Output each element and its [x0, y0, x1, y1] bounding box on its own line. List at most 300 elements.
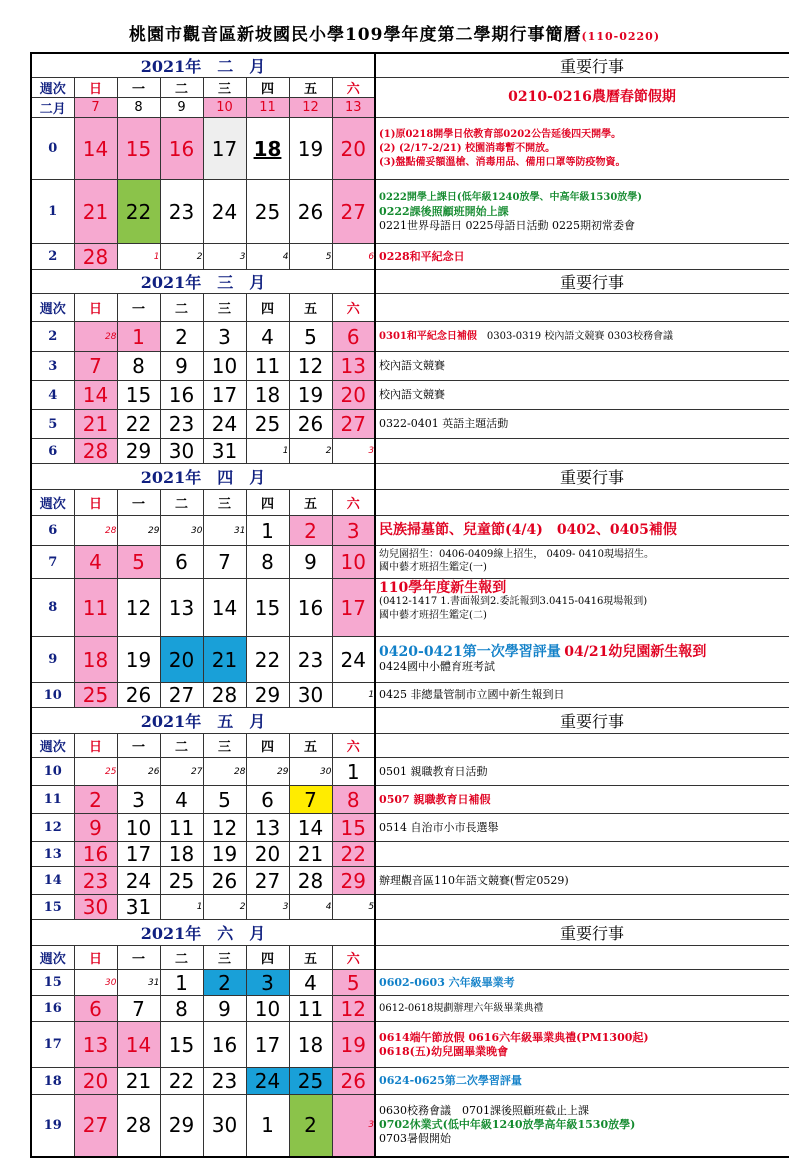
weekday-header-row [31, 78, 789, 98]
event-text: (1)原0218開學日依教育部0202公告延後四天開學。 [379, 128, 622, 140]
event-cell [375, 867, 789, 895]
day-cell: 12 [289, 352, 332, 381]
day-cell: 2 [160, 244, 203, 270]
day-cell: 25 [160, 867, 203, 895]
day-cell: 26 [203, 867, 246, 895]
tue-header: 二 [160, 734, 203, 758]
thu-header: 四 [246, 734, 289, 758]
event-text: 0222開學上課日(低年級1240放學、中高年級1530放學) [379, 191, 643, 203]
sat-header: 六 [332, 294, 375, 322]
thu-header: 四 [246, 78, 289, 98]
day-cell: 25 [74, 683, 117, 708]
day-cell: 2 [160, 322, 203, 352]
week-number: 17 [31, 1022, 74, 1068]
day-cell: 11 [246, 98, 289, 118]
event-text: 國中藝才班招生鑑定(二) [379, 610, 487, 621]
event-text: 0501 親職教育日活動 [379, 764, 488, 778]
day-cell: 11 [289, 996, 332, 1022]
week-col-header: 週次 [31, 78, 74, 98]
month-title-feb: 2021年 二 月 [31, 53, 375, 78]
day-cell: 29 [246, 758, 289, 786]
day-cell: 20 [74, 1068, 117, 1095]
day-cell: 15 [332, 814, 375, 842]
event-cell [375, 439, 789, 464]
event-text: 0221世界母語日 0225母語日活動 0225期初常委會 [379, 218, 636, 232]
week-number: 二月 [31, 98, 74, 118]
week-row [31, 180, 789, 244]
day-cell: 8 [160, 996, 203, 1022]
events-header: 重要行事 [375, 464, 789, 490]
school-calendar-table [30, 52, 789, 1158]
event-text: 校內語文競賽 [379, 388, 446, 401]
day-cell: 21 [289, 842, 332, 867]
thu-header: 四 [246, 294, 289, 322]
week-row [31, 637, 789, 683]
day-cell: 13 [332, 98, 375, 118]
day-cell: 9 [74, 814, 117, 842]
event-text: 0420-0421第一次學習評量 [379, 644, 561, 660]
calendar-title: 桃園市觀音區新坡國民小學109學年度第二學期行事簡曆(110-0220) [128, 25, 661, 45]
event-text: 0612-0618規劃辦理六年級畢業典禮 [379, 1002, 544, 1014]
day-cell: 28 [117, 1095, 160, 1157]
day-cell: 17 [246, 1022, 289, 1068]
day-cell: 11 [74, 579, 117, 637]
event-cell [375, 410, 789, 439]
day-cell: 28 [74, 439, 117, 464]
day-cell: 22 [246, 637, 289, 683]
day-cell: 30 [289, 683, 332, 708]
day-cell: 15 [246, 579, 289, 637]
event-text: (3)盤點備妥額溫槍、消毒用品、備用口罩等防疫物資。 [379, 156, 626, 168]
day-cell: 1 [117, 322, 160, 352]
day-cell: 3 [203, 244, 246, 270]
day-cell: 2 [289, 439, 332, 464]
week-number: 15 [31, 895, 74, 920]
day-cell: 12 [203, 814, 246, 842]
events-header: 重要行事 [375, 270, 789, 294]
day-cell: 3 [117, 786, 160, 814]
day-cell: 18 [289, 1022, 332, 1068]
day-cell: 7 [74, 98, 117, 118]
day-cell: 26 [289, 180, 332, 244]
event-cell [375, 546, 789, 579]
day-cell: 22 [117, 410, 160, 439]
day-cell: 25 [289, 1068, 332, 1095]
event-text: 0210-0216農曆春節假期 [508, 89, 676, 105]
day-cell: 6 [74, 996, 117, 1022]
week-number: 0 [31, 118, 74, 180]
week-row [31, 683, 789, 708]
day-cell: 17 [203, 381, 246, 410]
month-header-row [31, 708, 789, 734]
week-row [31, 970, 789, 996]
day-cell: 25 [246, 410, 289, 439]
day-cell: 9 [160, 352, 203, 381]
day-cell: 11 [160, 814, 203, 842]
week-number: 2 [31, 244, 74, 270]
tue-header: 二 [160, 946, 203, 970]
event-text: 0507 親職教育日補假 [379, 792, 491, 806]
week-row [31, 118, 789, 180]
day-cell: 16 [203, 1022, 246, 1068]
day-cell: 19 [117, 637, 160, 683]
sun-header: 日 [74, 490, 117, 516]
week-number: 11 [31, 786, 74, 814]
day-cell: 24 [117, 867, 160, 895]
day-cell: 11 [246, 352, 289, 381]
day-cell: 12 [332, 996, 375, 1022]
event-cell [375, 970, 789, 996]
day-cell: 27 [246, 867, 289, 895]
week-number: 6 [31, 516, 74, 546]
event-text: 幼兒園招生：0406-0409線上招生， 0409- 0410現場招生。 [379, 549, 654, 560]
day-cell: 26 [289, 410, 332, 439]
day-cell: 14 [289, 814, 332, 842]
day-cell: 27 [332, 410, 375, 439]
day-cell: 9 [203, 996, 246, 1022]
day-cell: 20 [160, 637, 203, 683]
wed-header: 三 [203, 490, 246, 516]
day-cell: 23 [74, 867, 117, 895]
week-row [31, 546, 789, 579]
week-col-header: 週次 [31, 294, 74, 322]
day-cell: 7 [289, 786, 332, 814]
day-cell: 6 [332, 244, 375, 270]
day-cell: 21 [74, 180, 117, 244]
event-cell [375, 579, 789, 637]
week-number: 2 [31, 322, 74, 352]
day-cell: 21 [117, 1068, 160, 1095]
fri-header: 五 [289, 734, 332, 758]
event-cell [375, 490, 789, 516]
week-number: 14 [31, 867, 74, 895]
day-cell: 4 [246, 244, 289, 270]
day-cell: 2 [289, 516, 332, 546]
event-cell [375, 1022, 789, 1068]
day-cell: 29 [117, 439, 160, 464]
week-row [31, 895, 789, 920]
month-title-mar: 2021年 三 月 [31, 270, 375, 294]
day-cell: 29 [246, 683, 289, 708]
day-cell: 17 [332, 579, 375, 637]
day-cell: 30 [74, 970, 117, 996]
sun-header: 日 [74, 946, 117, 970]
event-text: 0424國中小體育班考試 [379, 660, 496, 673]
month-title-jun: 2021年 六 月 [31, 920, 375, 946]
week-number: 15 [31, 970, 74, 996]
event-cell [375, 352, 789, 381]
day-cell: 4 [289, 895, 332, 920]
sun-header: 日 [74, 294, 117, 322]
event-cell [375, 758, 789, 786]
sat-header: 六 [332, 78, 375, 98]
event-text: 辦理觀音區110年語文競賽(暫定0529) [379, 873, 569, 887]
week-number: 10 [31, 683, 74, 708]
event-text: 0624-0625第二次學習評量 [379, 1074, 522, 1087]
day-cell: 30 [160, 516, 203, 546]
event-cell [375, 294, 789, 322]
day-cell: 19 [203, 842, 246, 867]
week-number: 18 [31, 1068, 74, 1095]
day-cell: 23 [160, 410, 203, 439]
day-cell: 15 [117, 381, 160, 410]
day-cell: 1 [246, 1095, 289, 1157]
day-cell: 10 [203, 98, 246, 118]
day-cell: 3 [203, 322, 246, 352]
month-header-row [31, 270, 789, 294]
event-text: 04/21幼兒園新生報到 [564, 644, 707, 660]
day-cell: 27 [74, 1095, 117, 1157]
day-cell: 8 [117, 98, 160, 118]
day-cell: 18 [246, 381, 289, 410]
event-cell [375, 786, 789, 814]
week-number: 8 [31, 579, 74, 637]
event-text: 0614端午節放假 0616六年級畢業典禮(PM1300起) [379, 1030, 649, 1044]
week-row [31, 758, 789, 786]
day-cell: 30 [160, 439, 203, 464]
event-cell [375, 1095, 789, 1157]
wed-header: 三 [203, 78, 246, 98]
day-cell: 13 [332, 352, 375, 381]
week-row [31, 516, 789, 546]
day-cell: 23 [160, 180, 203, 244]
day-cell: 17 [117, 842, 160, 867]
day-cell: 6 [332, 322, 375, 352]
day-cell: 15 [160, 1022, 203, 1068]
day-cell: 22 [117, 180, 160, 244]
event-text: 0303-0319 校內語文競賽 0303校務會議 [486, 330, 673, 342]
week-row [31, 322, 789, 352]
day-cell: 28 [203, 758, 246, 786]
day-cell: 26 [117, 758, 160, 786]
day-cell: 4 [289, 970, 332, 996]
sat-header: 六 [332, 734, 375, 758]
day-cell: 29 [117, 516, 160, 546]
event-text: 0425 非總量管制市立國中新生報到日 [379, 688, 565, 701]
day-cell: 14 [203, 579, 246, 637]
week-number: 13 [31, 842, 74, 867]
day-cell: 5 [289, 244, 332, 270]
day-cell: 28 [74, 516, 117, 546]
week-row [31, 352, 789, 381]
thu-header: 四 [246, 946, 289, 970]
mon-header: 一 [117, 490, 160, 516]
event-cell [375, 946, 789, 970]
events-header: 重要行事 [375, 708, 789, 734]
fri-header: 五 [289, 946, 332, 970]
day-cell: 1 [332, 683, 375, 708]
week-number: 10 [31, 758, 74, 786]
day-cell: 2 [74, 786, 117, 814]
day-cell: 23 [289, 637, 332, 683]
day-cell: 10 [246, 996, 289, 1022]
day-cell: 7 [74, 352, 117, 381]
day-cell: 7 [203, 546, 246, 579]
day-cell: 27 [160, 758, 203, 786]
day-cell: 16 [160, 381, 203, 410]
day-cell: 13 [246, 814, 289, 842]
day-cell: 2 [203, 970, 246, 996]
event-cell [375, 734, 789, 758]
day-cell: 16 [160, 118, 203, 180]
day-cell: 10 [203, 352, 246, 381]
day-cell: 1 [246, 516, 289, 546]
day-cell: 3 [246, 970, 289, 996]
day-cell: 18 [74, 637, 117, 683]
day-cell: 9 [289, 546, 332, 579]
week-number: 9 [31, 637, 74, 683]
day-cell: 31 [117, 895, 160, 920]
day-cell: 1 [246, 439, 289, 464]
event-cell [375, 118, 789, 180]
week-row [31, 1068, 789, 1095]
week-row [31, 1022, 789, 1068]
weekday-header-row [31, 490, 789, 516]
day-cell: 20 [332, 381, 375, 410]
calendar-subtitle: (110-0220) [581, 30, 661, 43]
day-cell: 3 [246, 895, 289, 920]
week-number: 1 [31, 180, 74, 244]
event-cell [375, 381, 789, 410]
day-cell: 3 [332, 516, 375, 546]
month-header-row [31, 53, 789, 78]
day-cell: 5 [117, 546, 160, 579]
event-cell [375, 637, 789, 683]
day-cell: 13 [160, 579, 203, 637]
day-cell: 23 [203, 1068, 246, 1095]
sat-header: 六 [332, 946, 375, 970]
day-cell: 4 [74, 546, 117, 579]
event-text: 0630校務會議 0701課後照顧班截止上課 [379, 1104, 590, 1118]
event-cell [375, 996, 789, 1022]
week-row [31, 244, 789, 270]
event-text: 國中藝才班招生鑑定(一) [379, 562, 487, 573]
day-cell: 31 [203, 516, 246, 546]
mon-header: 一 [117, 734, 160, 758]
week-number: 19 [31, 1095, 74, 1157]
month-header-row [31, 464, 789, 490]
day-cell: 21 [203, 637, 246, 683]
event-text: 0514 自治市小市長選舉 [379, 820, 499, 834]
week-row [31, 381, 789, 410]
weekday-header-row [31, 946, 789, 970]
week-col-header: 週次 [31, 734, 74, 758]
event-text: 0702休業式(低中年級1240放學高年級1530放學) [379, 1118, 636, 1132]
day-cell: 3 [332, 439, 375, 464]
day-cell: 8 [332, 786, 375, 814]
day-cell: 16 [289, 579, 332, 637]
day-cell: 2 [203, 895, 246, 920]
day-cell: 5 [332, 970, 375, 996]
event-text: (0412-1417 1.書面報到2.委託報到3.0415-0416現場報到) [379, 596, 648, 607]
day-cell: 20 [246, 842, 289, 867]
day-cell: 14 [74, 118, 117, 180]
event-cell [375, 180, 789, 244]
event-cell [375, 842, 789, 867]
day-cell: 8 [246, 546, 289, 579]
month-header-row [31, 920, 789, 946]
day-cell: 28 [203, 683, 246, 708]
day-cell: 20 [332, 118, 375, 180]
week-number: 4 [31, 381, 74, 410]
day-cell: 29 [332, 867, 375, 895]
day-cell: 14 [117, 1022, 160, 1068]
events-header: 重要行事 [375, 53, 789, 78]
day-cell: 25 [246, 180, 289, 244]
day-cell: 10 [117, 814, 160, 842]
events-header: 重要行事 [375, 920, 789, 946]
day-cell: 28 [74, 322, 117, 352]
day-cell: 24 [203, 410, 246, 439]
week-number: 5 [31, 410, 74, 439]
event-cell [375, 516, 789, 546]
day-cell: 30 [203, 1095, 246, 1157]
day-cell: 24 [332, 637, 375, 683]
day-cell: 3 [332, 1095, 375, 1157]
event-text: 校內語文競賽 [379, 359, 446, 372]
week-number: 12 [31, 814, 74, 842]
week-row [31, 579, 789, 637]
event-cell [375, 1068, 789, 1095]
event-cell [375, 895, 789, 920]
week-row [31, 410, 789, 439]
day-cell: 15 [117, 118, 160, 180]
day-cell: 18 [160, 842, 203, 867]
event-cell [375, 814, 789, 842]
day-cell: 5 [203, 786, 246, 814]
day-cell: 12 [117, 579, 160, 637]
week-number: 7 [31, 546, 74, 579]
event-text: 0602-0603 六年級畢業考 [379, 975, 515, 989]
event-text: 0301和平紀念日補假 [379, 330, 477, 342]
week-row [31, 996, 789, 1022]
event-cell [375, 322, 789, 352]
weekday-header-row [31, 734, 789, 758]
event-cell [375, 78, 789, 118]
day-cell: 1 [117, 244, 160, 270]
event-cell [375, 683, 789, 708]
day-cell: 1 [332, 758, 375, 786]
wed-header: 三 [203, 294, 246, 322]
event-text: (2) (2/17-2/21) 校園消毒暫不開放。 [379, 142, 556, 154]
week-row [31, 867, 789, 895]
week-number: 6 [31, 439, 74, 464]
fri-header: 五 [289, 294, 332, 322]
day-cell: 27 [332, 180, 375, 244]
day-cell: 30 [289, 758, 332, 786]
day-cell: 19 [289, 381, 332, 410]
event-text: 民族掃墓節、兒童節(4/4) 0402、0405補假 [379, 522, 677, 538]
day-cell: 27 [160, 683, 203, 708]
day-cell: 22 [332, 842, 375, 867]
day-cell: 30 [74, 895, 117, 920]
day-cell: 5 [289, 322, 332, 352]
mon-header: 一 [117, 78, 160, 98]
week-col-header: 週次 [31, 946, 74, 970]
day-cell: 7 [117, 996, 160, 1022]
fri-header: 五 [289, 78, 332, 98]
day-cell: 25 [74, 758, 117, 786]
day-cell: 1 [160, 895, 203, 920]
mon-header: 一 [117, 294, 160, 322]
day-cell: 18 [246, 118, 289, 180]
day-cell: 13 [74, 1022, 117, 1068]
tue-header: 二 [160, 490, 203, 516]
day-cell: 26 [117, 683, 160, 708]
thu-header: 四 [246, 490, 289, 516]
week-row [31, 814, 789, 842]
week-number: 3 [31, 352, 74, 381]
